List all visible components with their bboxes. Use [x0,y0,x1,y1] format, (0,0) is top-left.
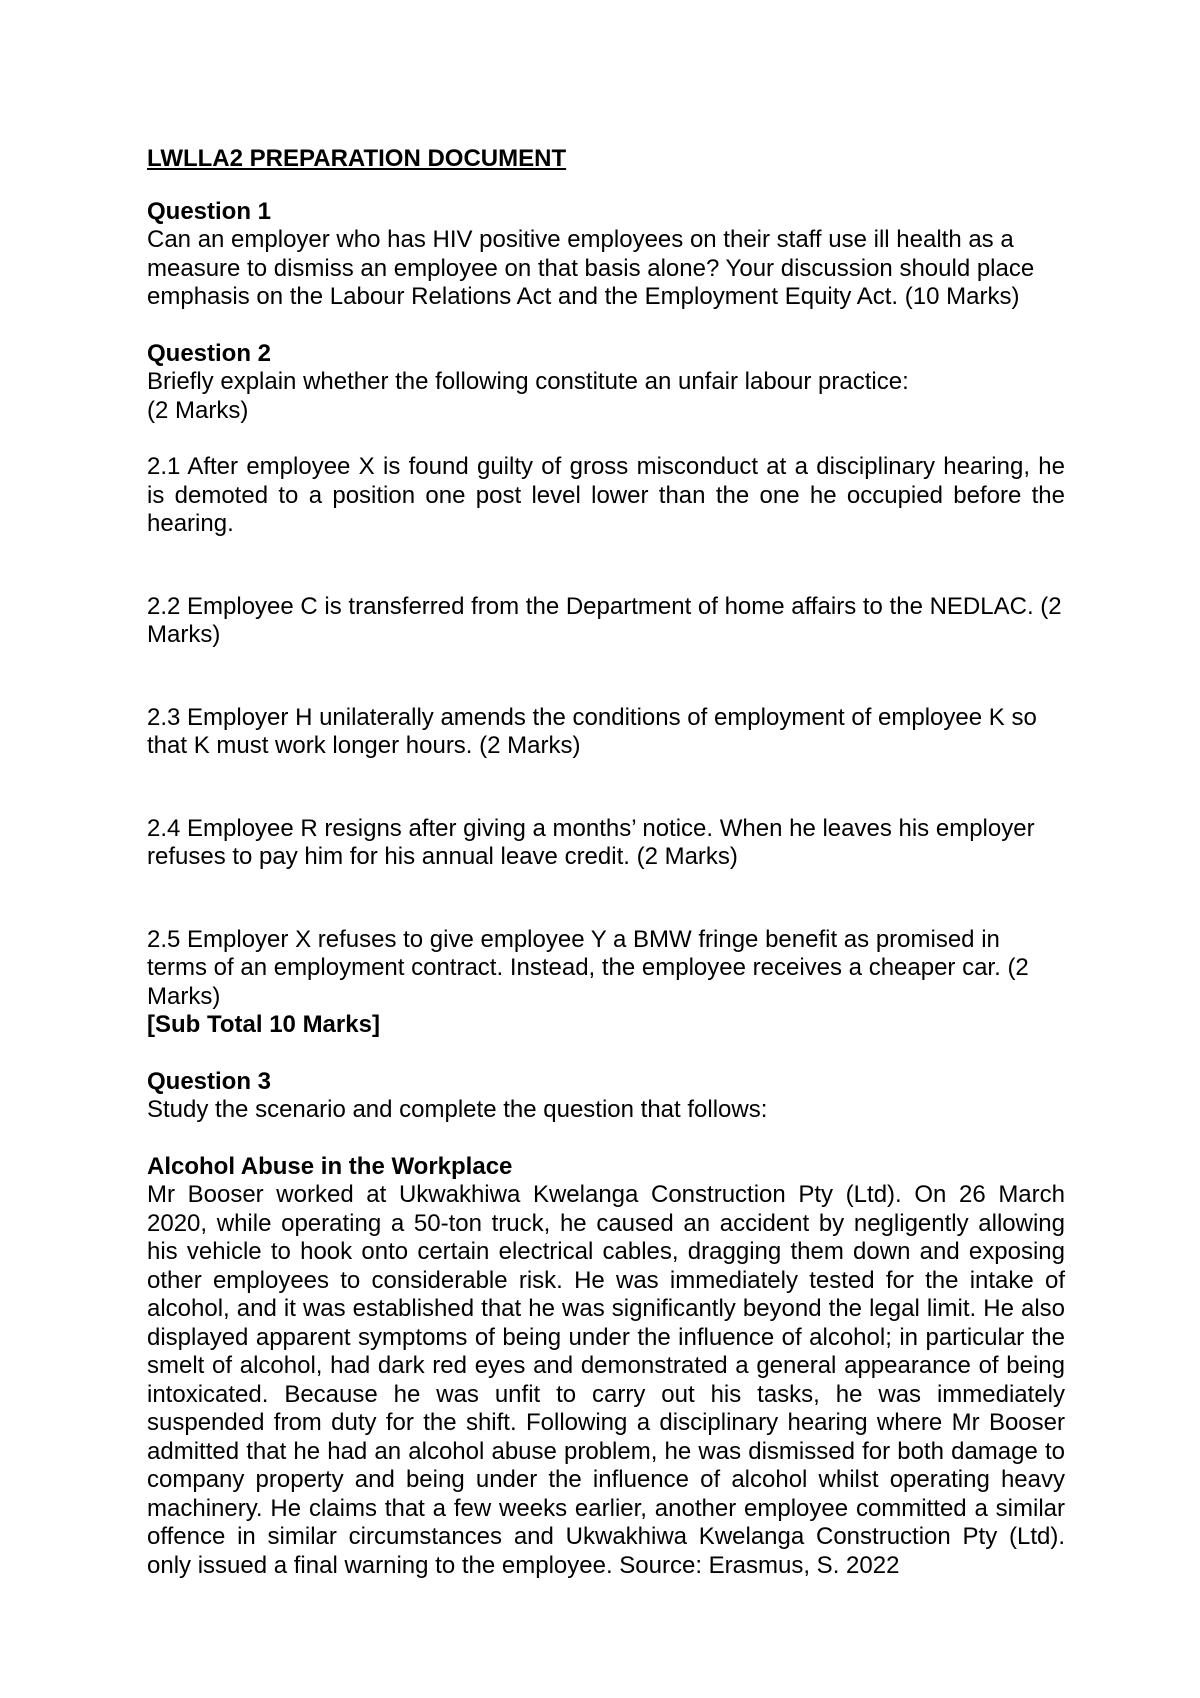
question-1-text: Can an employer who has HIV positive employees on their staff use ill health as a measure to dismiss an employee on that basis alone? Your discussion should place emphasis on the Labour Relations Act and the Employment Equity Act. (10 Marks) [147,226,1035,310]
question-2-subtotal: [Sub Total 10 Marks] [147,1011,380,1038]
question-2-item: 2.4 Employee R resigns after giving a months’ notice. When he leaves his employer refuses to pay him for his annual leave credit. (2 Marks) [147,814,1035,870]
question-3 [147,1068,1065,1581]
question-3-heading: Question 3 [147,1067,272,1095]
question-2-item: 2.3 Employer H unilaterally amends the conditions of employment of employee K so that K must work longer hours. (2 Marks) [147,703,1037,759]
scenario-title: Alcohol Abuse in the Workplace [147,1152,513,1180]
question-2-intro: Briefly explain whether the following constitute an unfair labour practice: [147,368,909,395]
question-2-item: 2.1 After employee X is found guilty of gross misconduct at a disciplinary hearing, he is demoted to a position one post level lower than the one he occupied before the hearing. [147,453,1065,537]
scenario-text: Mr Booser worked at Ukwakhiwa Kwelanga Construction Pty (Ltd). On 26 March 2020, while operating a 50-ton truck, he caused an accident by negligently allowing his vehicle to hook onto certain electrical cables, dragging them down and exposing other employees to considerable risk. He was immediately tested for the intake of alcohol, and it was established that he was significantly beyond the legal limit. He also displayed apparent symptoms of being under the influence of alcohol; in particular the smelt of alcohol, had dark red eyes and demonstrated a general appearance of being intoxicated. Because he was unfit to carry out his tasks, he was immediately suspended from duty for the shift. Following a disciplinary hearing where Mr Booser admitted that he had an alcohol abuse problem, he was dismissed for both damage to company property and being under the influence of alcohol whilst operating heavy machinery. He claims that a few weeks earlier, another employee committed a similar offence in similar circumstances and Ukwakhiwa Kwelanga Construction Pty (Ltd). only issued a final warning to the employee. Source: Erasmus, S. 2022 [147,1181,1065,1579]
document-title: LWLLA2 PREPARATION DOCUMENT [147,145,567,172]
question-2-intro-marks: (2 Marks) [147,396,249,424]
question-1 [147,198,1065,312]
question-2-item: 2.5 Employer X refuses to give employee Y a BMW fringe benefit as promised in terms of an employment contract. Instead, the employee receives a cheaper car. (2 Marks) [147,925,1029,1010]
question-2-heading: Question 2 [147,339,272,367]
question-2 [147,340,1065,1040]
question-3-intro: Study the scenario and complete the question that follows: [147,1096,768,1123]
question-1-heading: Question 1 [147,197,272,225]
document-page [147,145,1065,1580]
question-2-item: 2.2 Employee C is transferred from the Department of home affairs to the NEDLAC. (2 Marks) [147,592,1062,648]
